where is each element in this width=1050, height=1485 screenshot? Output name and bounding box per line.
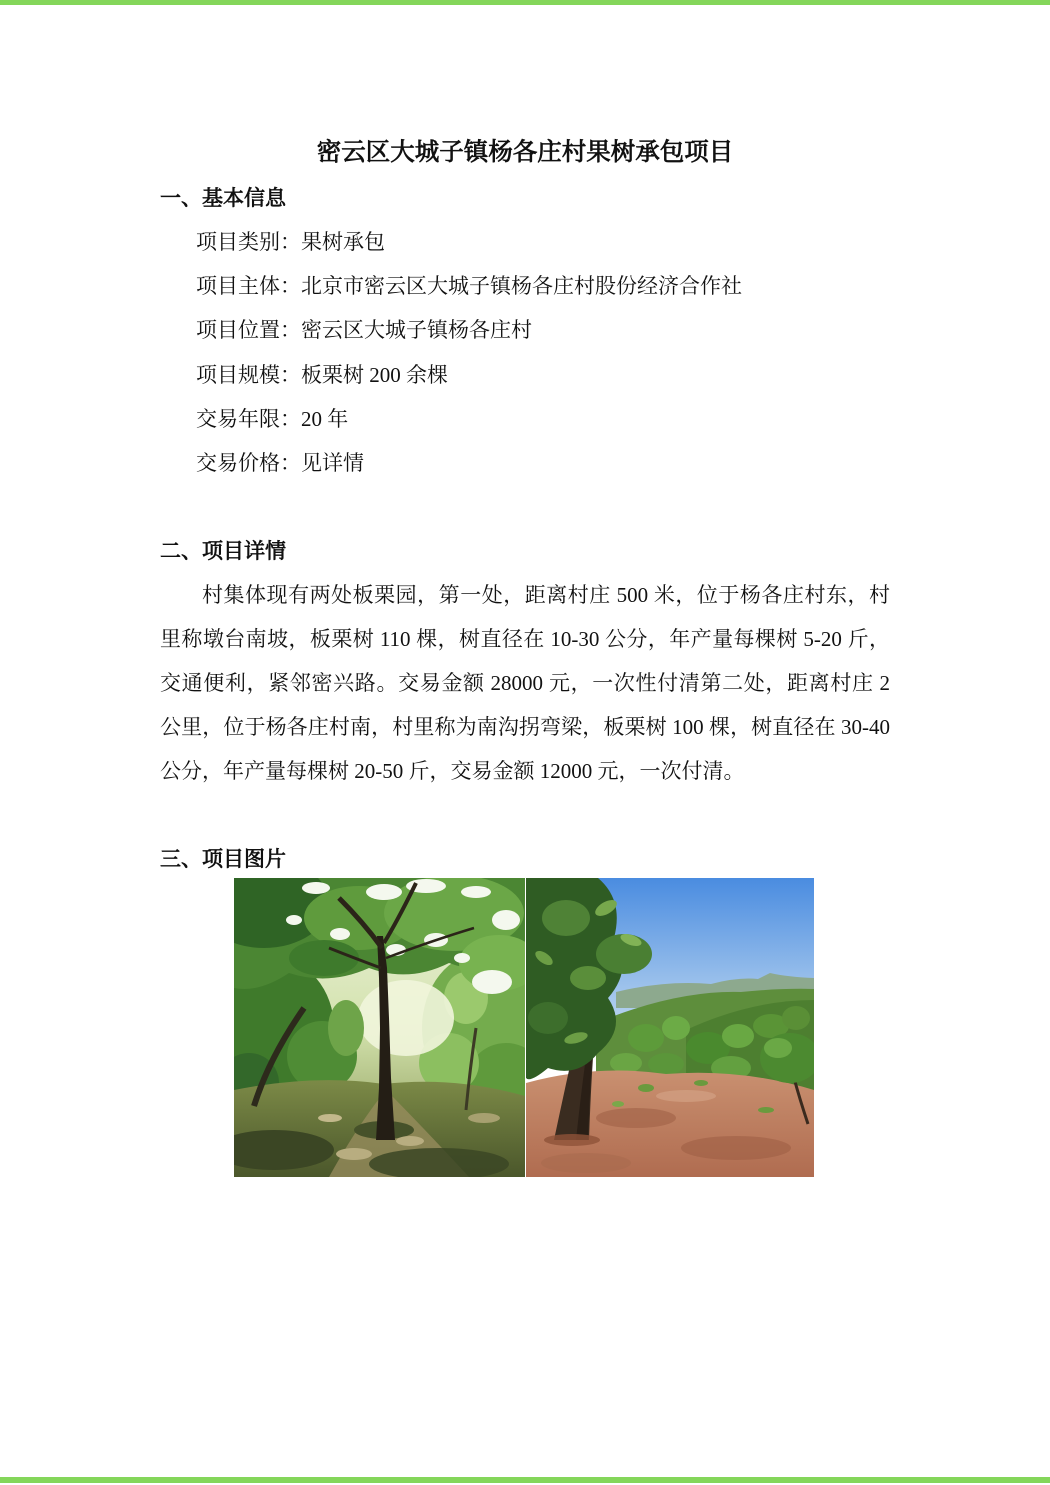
info-label: 项目类别：	[196, 230, 301, 254]
sky-gap	[492, 910, 520, 930]
foliage-blob	[328, 1000, 364, 1056]
sky-gap	[461, 886, 491, 898]
hillside-orchard-photo	[526, 878, 814, 1177]
shrub	[722, 1024, 754, 1048]
section-heading-basic-info: 一、基本信息	[160, 186, 286, 210]
sunlit-clearing	[358, 980, 454, 1056]
bottom-accent-bar	[0, 1477, 1050, 1483]
sky-gap	[330, 928, 350, 940]
shrub	[648, 1053, 684, 1075]
document-title: 密云区大城子镇杨各庄村果树承包项目	[316, 139, 734, 166]
sky-gap	[472, 970, 512, 994]
weed-tuft	[694, 1080, 708, 1086]
info-value: 板栗树 200 余棵	[301, 362, 448, 387]
info-label: 项目规模：	[196, 362, 301, 387]
section-heading-project-images: 三、项目图片	[160, 847, 286, 871]
section-heading-project-details: 二、项目详情	[160, 539, 286, 563]
sky-gap	[302, 882, 330, 894]
sunlight-patch	[336, 1148, 372, 1160]
top-accent-bar	[0, 0, 1050, 5]
basic-info-list	[196, 220, 742, 485]
info-value: 见详情	[301, 450, 364, 475]
sunlight-patch	[318, 1114, 342, 1122]
info-row-price	[196, 441, 742, 485]
leaf-cluster	[542, 900, 590, 936]
info-label: 交易年限：	[196, 406, 301, 431]
info-value: 密云区大城子镇杨各庄村	[301, 318, 532, 343]
paragraph-line: 里称墩台南坡，板栗树 110 棵，树直径在 10-30 公分，年产量每棵树 5-20 斤，	[160, 627, 890, 651]
paragraph-line: 公分，年产量每棵树 20-50 斤，交易金额 12000 元，一次付清。	[160, 759, 745, 783]
paragraph-line: 村集体现有两处板栗园，第一处，距离村庄 500 米，位于杨各庄村东，村	[202, 583, 890, 607]
weed-tuft	[638, 1084, 654, 1092]
project-photos	[234, 878, 814, 1177]
soil-patch	[656, 1090, 716, 1102]
info-value: 北京市密云区大城子镇杨各庄村股份经济合作社	[301, 274, 742, 299]
info-row-category	[196, 220, 742, 264]
leaf-cluster	[570, 966, 606, 990]
sunlight-patch	[396, 1136, 424, 1146]
info-row-scale	[196, 353, 742, 397]
orchard-path-photo	[234, 878, 525, 1177]
info-value: 果树承包	[301, 230, 385, 254]
trunk-base-shadow	[544, 1134, 600, 1146]
sunlight-patch	[468, 1113, 500, 1123]
shrub	[662, 1016, 690, 1040]
sky-gap	[366, 884, 402, 900]
info-label: 交易价格：	[196, 450, 301, 475]
soil-patch	[596, 1108, 676, 1128]
paragraph-line: 公里，位于杨各庄村南，村里称为南沟拐弯梁，板栗树 100 棵，树直径在 30-40	[160, 715, 890, 739]
weed-tuft	[612, 1101, 624, 1107]
project-details-paragraph	[160, 573, 890, 793]
soil-patch	[541, 1153, 631, 1173]
shrub	[764, 1038, 792, 1058]
shrub	[610, 1053, 642, 1073]
soil-patch	[681, 1136, 791, 1160]
foliage-blob	[289, 940, 359, 976]
sky-gap	[454, 953, 470, 963]
info-row-term	[196, 397, 742, 441]
weed-tuft	[758, 1107, 774, 1113]
shrub	[628, 1024, 664, 1052]
info-label: 项目位置：	[196, 318, 301, 343]
info-label: 项目主体：	[196, 274, 301, 299]
info-value: 20 年	[301, 406, 349, 431]
shrub	[782, 1006, 810, 1030]
info-row-location	[196, 308, 742, 352]
leaf-cluster	[528, 1002, 568, 1034]
sky-gap	[286, 915, 302, 925]
paragraph-line: 交通便利，紧邻密兴路。交易金额 28000 元，一次性付清第二处，距离村庄 2	[160, 671, 890, 695]
info-row-subject	[196, 264, 742, 308]
